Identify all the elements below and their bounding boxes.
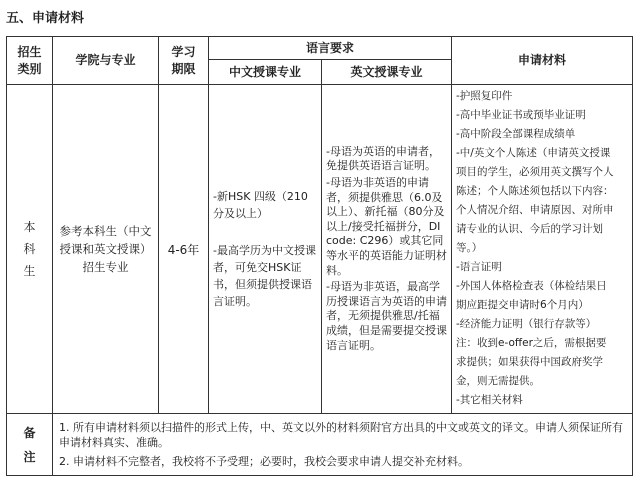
row-college-major <box>53 85 159 414</box>
materials-line: -护照复印件 <box>456 90 513 102</box>
materials-line: -其它相关材料 <box>456 394 523 406</box>
row-language-chinese-item-1: -新HSK 四级（210分及以上） <box>213 190 308 220</box>
note-line-2: 2. 申请材料不完整者，我校将不予受理；必要时，我校会要求申请人提交补充材料。 <box>59 455 469 468</box>
row-duration-text: 4-6年 <box>167 242 200 257</box>
row-materials <box>452 85 633 414</box>
materials-line: 陈述；个人陈述须包括以下内容： <box>456 185 614 197</box>
header-duration <box>159 37 209 85</box>
row-category-char-3: 生 <box>23 264 36 278</box>
header-category <box>7 37 53 85</box>
header-language: 语言要求 <box>209 37 452 60</box>
row-language-english <box>322 85 452 414</box>
header-duration-line-2: 期限 <box>171 61 196 76</box>
header-materials: 申请材料 <box>452 37 633 85</box>
row-college-major-text: 参考本科生（中文授课和英文授课）招生专业 <box>59 224 152 274</box>
application-materials-table <box>6 36 633 476</box>
header-category-line-2: 类别 <box>17 61 42 76</box>
notes-label-char-1: 备 <box>23 425 36 440</box>
materials-line: 求提供；如果获得中国政府奖学 <box>456 356 604 368</box>
notes-label-char-2: 注 <box>23 449 36 464</box>
materials-line: 个人情况介绍、申请原因、对所申 <box>456 204 614 216</box>
section-title: 五、申请材料 <box>6 11 85 26</box>
header-college-major: 学院与专业 <box>53 37 159 85</box>
row-language-chinese <box>209 85 322 414</box>
row-language-english-item-1: -母语为英语的申请者，免提供英语语言证明。 <box>326 144 440 173</box>
materials-line: 注：收到e-offer之后，需根据要 <box>456 337 607 349</box>
row-category <box>7 85 53 414</box>
materials-line: -高中毕业证书或预毕业证明 <box>456 109 586 121</box>
row-category-char-1: 本 <box>23 220 36 234</box>
materials-line: -中/英文个人陈述（申请英文授课 <box>456 147 611 159</box>
row-category-char-2: 科 <box>23 242 36 256</box>
table-row <box>7 85 633 414</box>
row-language-english-item-2: -母语为非英语的申请者，须提供雅思（6.0及以上）、新托福（80分及以上/接受托福拼分，DI code: C296）或其它同等水平的英语能力证明材料。 <box>326 176 447 277</box>
materials-list <box>452 85 632 413</box>
materials-line: -经济能力证明（银行存款等） <box>456 318 597 330</box>
materials-line: -外国人体格检查表（体检结果日 <box>456 280 607 292</box>
materials-line: -高中阶段全部课程成绩单 <box>456 128 576 140</box>
header-language-english: 英文授课专业 <box>322 60 452 85</box>
note-line-1: 1. 所有申请材料须以扫描件的形式上传，中、英文以外的材料须附官方出具的中文或英文的译文。申请人须保证所有申请材料真实、准确。 <box>59 421 623 449</box>
row-language-chinese-item-2: -最高学历为中文授课者，可免交HSK证书，但须提供授课语言证明。 <box>213 244 316 308</box>
materials-line: 金，则无需提供。 <box>456 375 541 387</box>
notes-label <box>7 414 53 476</box>
header-duration-line-1: 学习 <box>171 44 196 59</box>
materials-line: 请专业的认识、今后的学习计划 <box>456 223 604 235</box>
header-category-line-1: 招生 <box>17 44 42 59</box>
materials-line: -语言证明 <box>456 261 502 273</box>
materials-line: 等。） <box>456 242 483 254</box>
materials-line: 项目的学生，必须用英文撰写个人 <box>456 166 614 178</box>
notes-content <box>53 414 633 476</box>
header-language-chinese: 中文授课专业 <box>209 60 322 85</box>
notes-row <box>7 414 633 476</box>
row-language-english-item-3: -母语为非英语，最高学历授课语言为英语的申请者，无须提供雅思/托福成绩，但是需要提交授课语言证明。 <box>326 280 447 352</box>
materials-line: 期应距提交申请时6个月内） <box>456 299 589 311</box>
row-duration <box>159 85 209 414</box>
